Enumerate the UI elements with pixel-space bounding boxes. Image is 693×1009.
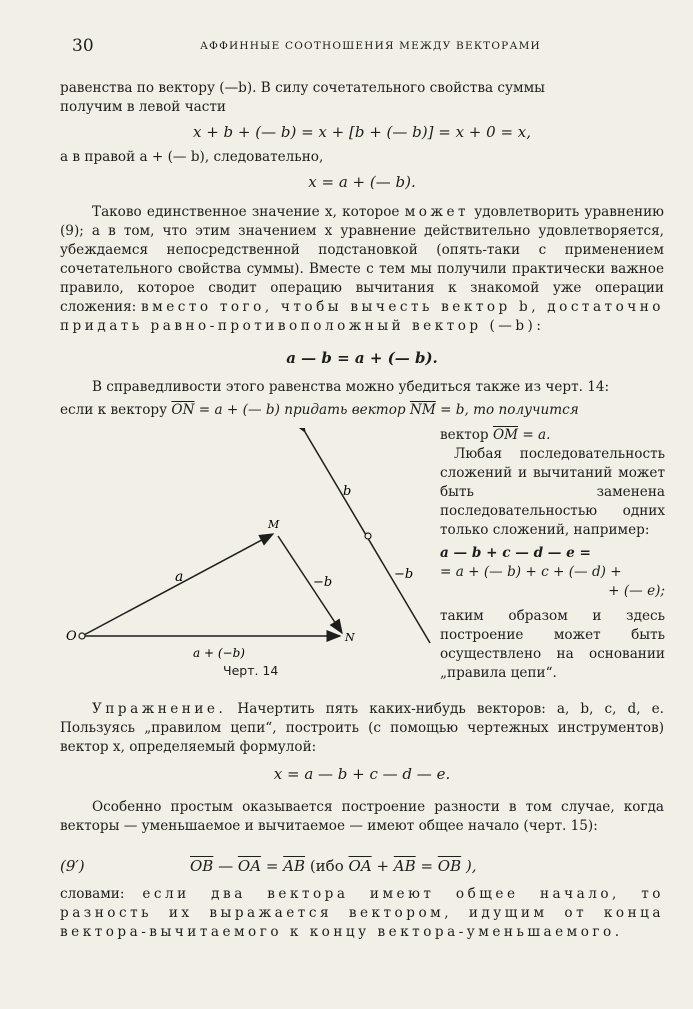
vector-AB: $\overline{AB}$ — [283, 857, 306, 875]
running-head: АФФИННЫЕ СООТНОШЕНИЯ МЕЖДУ ВЕКТОРАМИ — [200, 40, 541, 52]
figure-14 — [60, 428, 440, 668]
equation-5 — [190, 857, 610, 875]
paragraph-1-line-2: получим в левой части — [60, 99, 226, 115]
side-equation-line-2: = a + (— b) + c + (— d) + — [440, 564, 622, 580]
vector-ON: $\overline{ON}$ — [171, 402, 195, 418]
label-b: b — [343, 484, 352, 499]
side-text-b: = a. — [522, 427, 551, 443]
side-equation-line-3: + (— e); — [608, 583, 665, 599]
side-line-1 — [440, 426, 665, 445]
vector-a — [82, 534, 273, 636]
paragraph-2: а в правой a + (— b), следовательно, — [60, 149, 324, 165]
paragraph-5-text: Особенно простым оказывается построение разности в том случае, когда векторы — уменьшаемое и вычитаемое — имеют общее начало (черт. 15): — [60, 799, 664, 834]
paragraph-6-lead: словами: — [60, 886, 125, 902]
eq5-equals: = — [265, 857, 279, 875]
vector-OB: $\overline{OB}$ — [190, 857, 214, 875]
equation-2: x = a + (— b). — [308, 173, 416, 191]
paragraph-3 — [60, 203, 664, 336]
label-M: M — [268, 518, 280, 531]
vector-OA-2: $\overline{OA}$ — [348, 857, 372, 875]
label-a: a — [175, 569, 184, 585]
paragraph-4-text-a: если к вектору — [60, 402, 168, 418]
equation-4: x = a — b + c — d — e. — [273, 765, 451, 783]
label-sum: a + (−b) — [193, 646, 245, 660]
side-after-text: таким образом и здесь построение может быть осуществлено на основании „правила цепи“. — [440, 608, 665, 681]
side-column — [440, 426, 665, 683]
eq5-equals-2: = — [420, 857, 434, 875]
label-minus-b-inner: −b — [313, 575, 333, 590]
eq5-ibo: (ибо — [309, 857, 344, 875]
paragraph-4-line-1: В справедливости этого равенства можно убедиться также из черт. 14: — [92, 379, 610, 395]
exercise-rest: Пользуясь „правилом цепи“, построить (с помощью чертежных инструментов) вектор x, определяемый формулой: — [60, 720, 664, 755]
equation-3: a — b = a + (— b). — [286, 349, 438, 367]
exercise-line-1: Начертить пять каких-нибудь векторов: a, b, c, d, e. — [237, 701, 664, 717]
exercise-word: Упражнение. — [92, 701, 227, 717]
paragraph-3-text-1: Таково единственное значение x, которое — [92, 204, 400, 220]
vector-AB-2: $\overline{AB}$ — [393, 857, 416, 875]
exercise — [60, 700, 664, 757]
vector-OA: $\overline{OA}$ — [237, 857, 262, 875]
eq5-plus: + — [376, 857, 390, 875]
vector-OM: $\overline{OM}$ — [492, 427, 519, 443]
side-text: Любая последовательность сложений и вычитаний может быть заменена последовательностью одних только сложений, например: — [440, 446, 665, 538]
vector-NM: $\overline{NM}$ — [409, 402, 436, 418]
subtraction-rule: вместо того, чтобы вычесть вектор b, достаточно придать равно-противоположный вектор (—b): — [60, 299, 664, 334]
equation-1: x + b + (— b) = x + [b + (— b)] = x + 0 = x, — [192, 123, 532, 141]
vector-OB-2: $\overline{OB}$ — [437, 857, 462, 875]
paragraph-1-line-1: равенства по вектору (—b). В силу сочетательного свойства суммы — [60, 80, 545, 96]
paragraph-4-line-2 — [60, 401, 664, 420]
midpoint-marker — [365, 533, 371, 539]
label-O: O — [66, 629, 77, 644]
label-N: N — [345, 631, 355, 644]
eq5-minus: — — [218, 857, 234, 875]
paragraph-3-emphasis: может — [404, 204, 470, 220]
paragraph-4-text-c: = b, то получится — [440, 402, 579, 418]
paragraph-1 — [60, 79, 664, 117]
side-equation-line-1: a — b + c — d — e = — [440, 545, 591, 561]
page-number: 30 — [72, 36, 94, 56]
label-minus-b-outer: −b — [394, 567, 414, 582]
figure-caption: Черт. 14 — [223, 663, 279, 678]
paragraph-3-text-2: удовлетворить уравнению (9); а в том, что этим значением x уравнение действительно удовлетворяется, убеждаемся непосредственной подстановкой (опять-таки с применением сочетательного свойства суммы). Вместе с тем мы получили практически важное правило, которое сводит операцию вычитания к знакомой уже операции сложения: — [60, 204, 664, 315]
origin-point — [79, 633, 85, 639]
side-text-a: вектор — [440, 427, 489, 443]
paragraph-5 — [60, 798, 664, 836]
vector-minus-b-inner — [278, 536, 342, 633]
paragraph-4-text-b: = a + (— b) придать вектор — [198, 402, 406, 418]
paragraph-6 — [60, 885, 664, 942]
equation-number: (9′) — [60, 857, 85, 875]
paragraph-4 — [60, 378, 664, 420]
eq5-close: ), — [465, 857, 477, 875]
page-header — [72, 36, 632, 56]
paragraph-6-rule: если два вектора имеют общее начало, то разность их выражается вектором, идущим от конца вектора-вычитаемого к концу вектора-уменьшаемого. — [60, 886, 664, 940]
